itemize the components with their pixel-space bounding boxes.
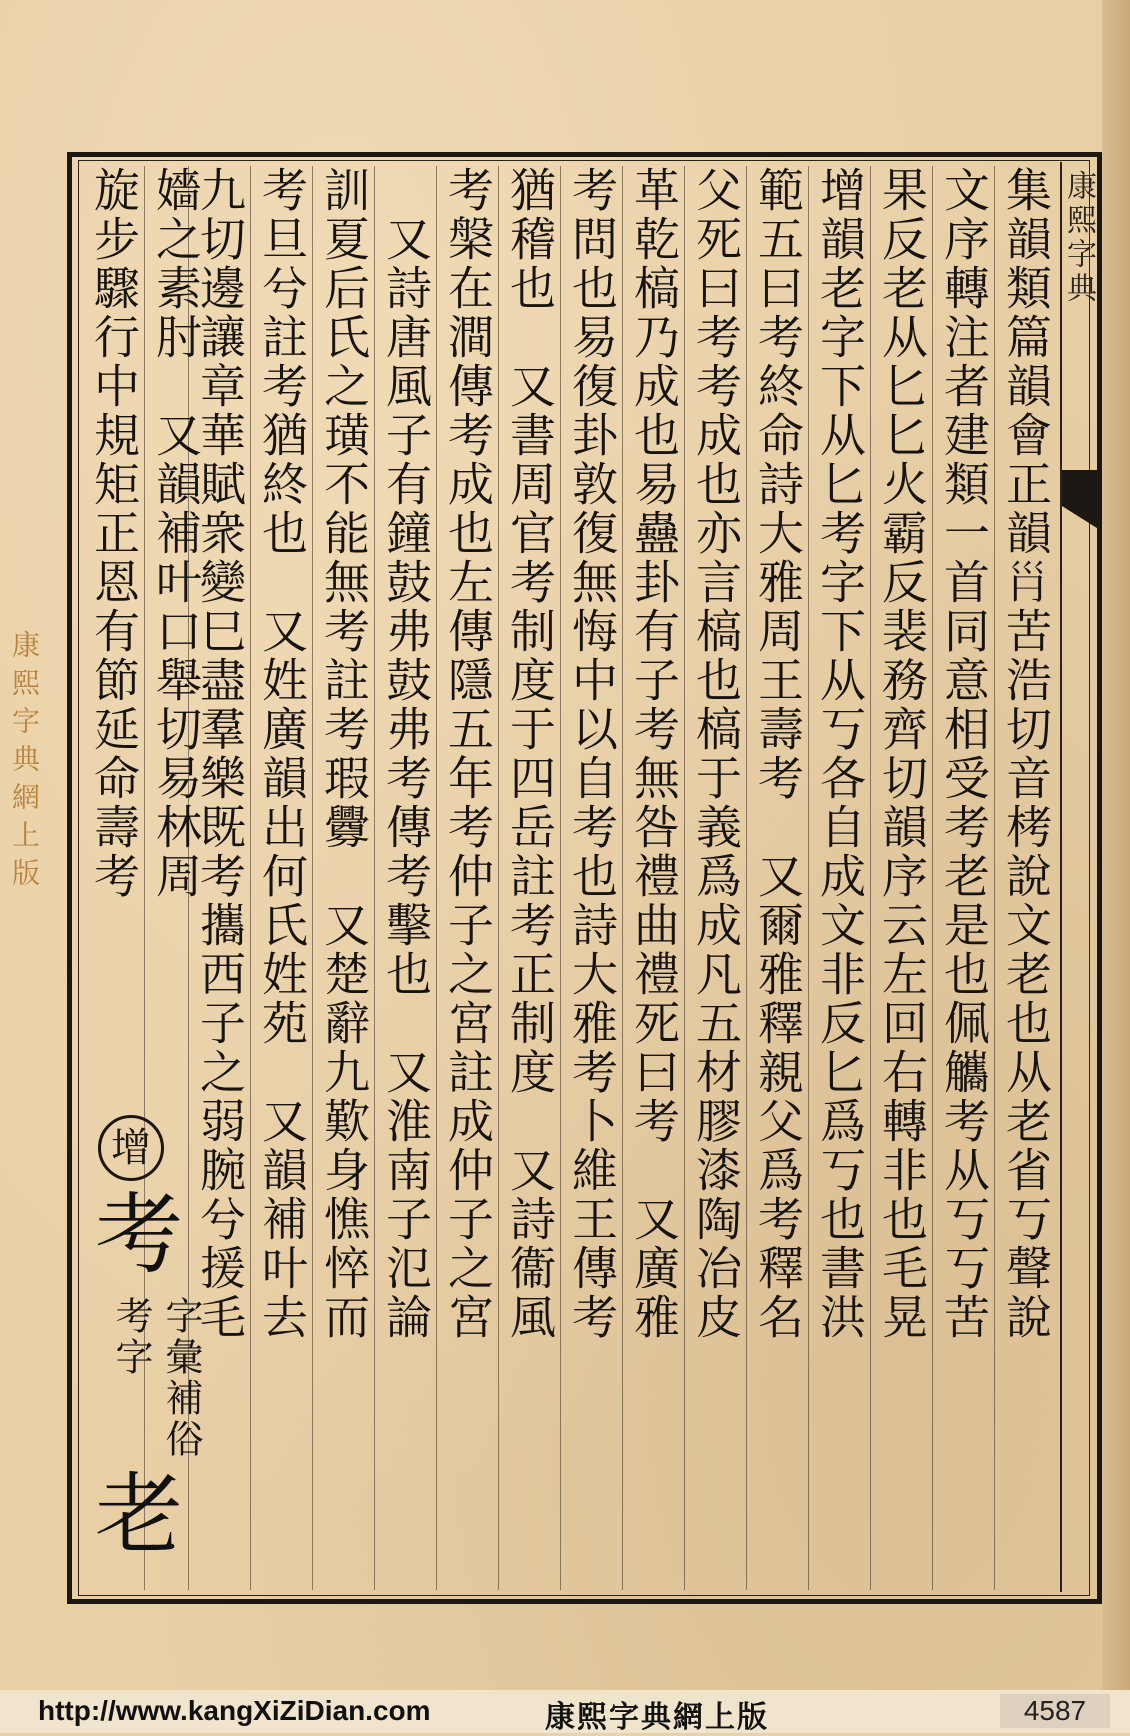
text-column-9: 猶稽也 又書周官考制度于四岳註考正制度 又詩衞風 [503, 166, 557, 1342]
text-column-2: 文序轉注者建類一首同意相受考老是也佩觿考从丂丂苦 [937, 166, 991, 1342]
zeng-badge: 增 [98, 1115, 164, 1181]
column-rule [684, 166, 685, 1590]
column-rule [746, 166, 747, 1590]
page-number: 4587 [1000, 1694, 1110, 1728]
text-column-7: 革乾槁乃成也易蠱卦有子考無咎禮曲禮死曰考 又廣雅 [627, 166, 681, 1342]
column-rule [808, 166, 809, 1590]
side-watermark-title: 康熙字典網上版 [8, 630, 41, 896]
column-rule [994, 166, 995, 1590]
column-rule [498, 166, 499, 1590]
entry-note-column: 字彙補俗考字 [109, 1296, 203, 1460]
text-column-11: 又詩唐風子有鐘鼓弗鼓弗考傳考擊也 又淮南子氾論 [379, 166, 433, 1342]
book-title: 康熙字典 [1061, 170, 1096, 306]
text-column-16: 旋步驟行中規矩正恩有節延命壽考 [87, 166, 141, 901]
page-edge [1102, 0, 1130, 1733]
text-column-14: 九切邊讓章華賦衆變巳盡羣樂既考攜西子之弱腕兮援毛 [193, 166, 247, 1342]
text-column-8: 考問也易復卦敦復無悔中以自考也詩大雅考卜維王傳考 [565, 166, 619, 1342]
site-url[interactable]: http://www.kangXiZiDian.com [38, 1695, 431, 1726]
text-column-4: 增韻老字下从匕考字下从丂各自成文非反匕爲丂也書洪 [813, 166, 867, 1342]
column-rule [560, 166, 561, 1590]
header-column [1060, 162, 1102, 1592]
dictionary-text [84, 166, 1058, 1590]
text-column-6: 父死曰考考成也亦言槁也槁于義爲成凡五材膠漆陶冶皮 [689, 166, 743, 1342]
text-column-3: 果反老从匕匕火霸反裴務齊切韻序云左回右轉非也毛晃 [875, 166, 929, 1342]
column-rule [374, 166, 375, 1590]
column-rule [250, 166, 251, 1590]
text-column-1: 集韻類篇韻會正韻𡿩苦浩切音栲說文老也从老省丂聲說 [999, 166, 1053, 1342]
headword-character: 考 [95, 1183, 184, 1286]
column-rule [312, 166, 313, 1590]
column-rule [436, 166, 437, 1590]
column-rule [932, 166, 933, 1590]
site-name: 康熙字典網上版 [545, 1700, 769, 1735]
text-column-5: 範五曰考終命詩大雅周王壽考 又爾雅釋親父爲考釋名 [751, 166, 805, 1342]
text-column-10: 考槃在澗傳考成也左傳隱五年考仲子之宮註成仲子之宮 [441, 166, 495, 1342]
text-column-15: 嬙之素肘 又韻補叶口舉切易林周 [149, 166, 203, 901]
text-column-13: 考旦兮註考猶終也 又姓廣韻出何氏姓苑 又韻補叶去 [255, 166, 309, 1342]
footer-bar [0, 1690, 1130, 1733]
text-column-12: 訓夏后氏之璜不能無考註考瑕釁 又楚辭九歎身憔悴而 [317, 166, 371, 1342]
column-rule [622, 166, 623, 1590]
variant-character: 老 [95, 1463, 184, 1566]
column-rule [870, 166, 871, 1590]
